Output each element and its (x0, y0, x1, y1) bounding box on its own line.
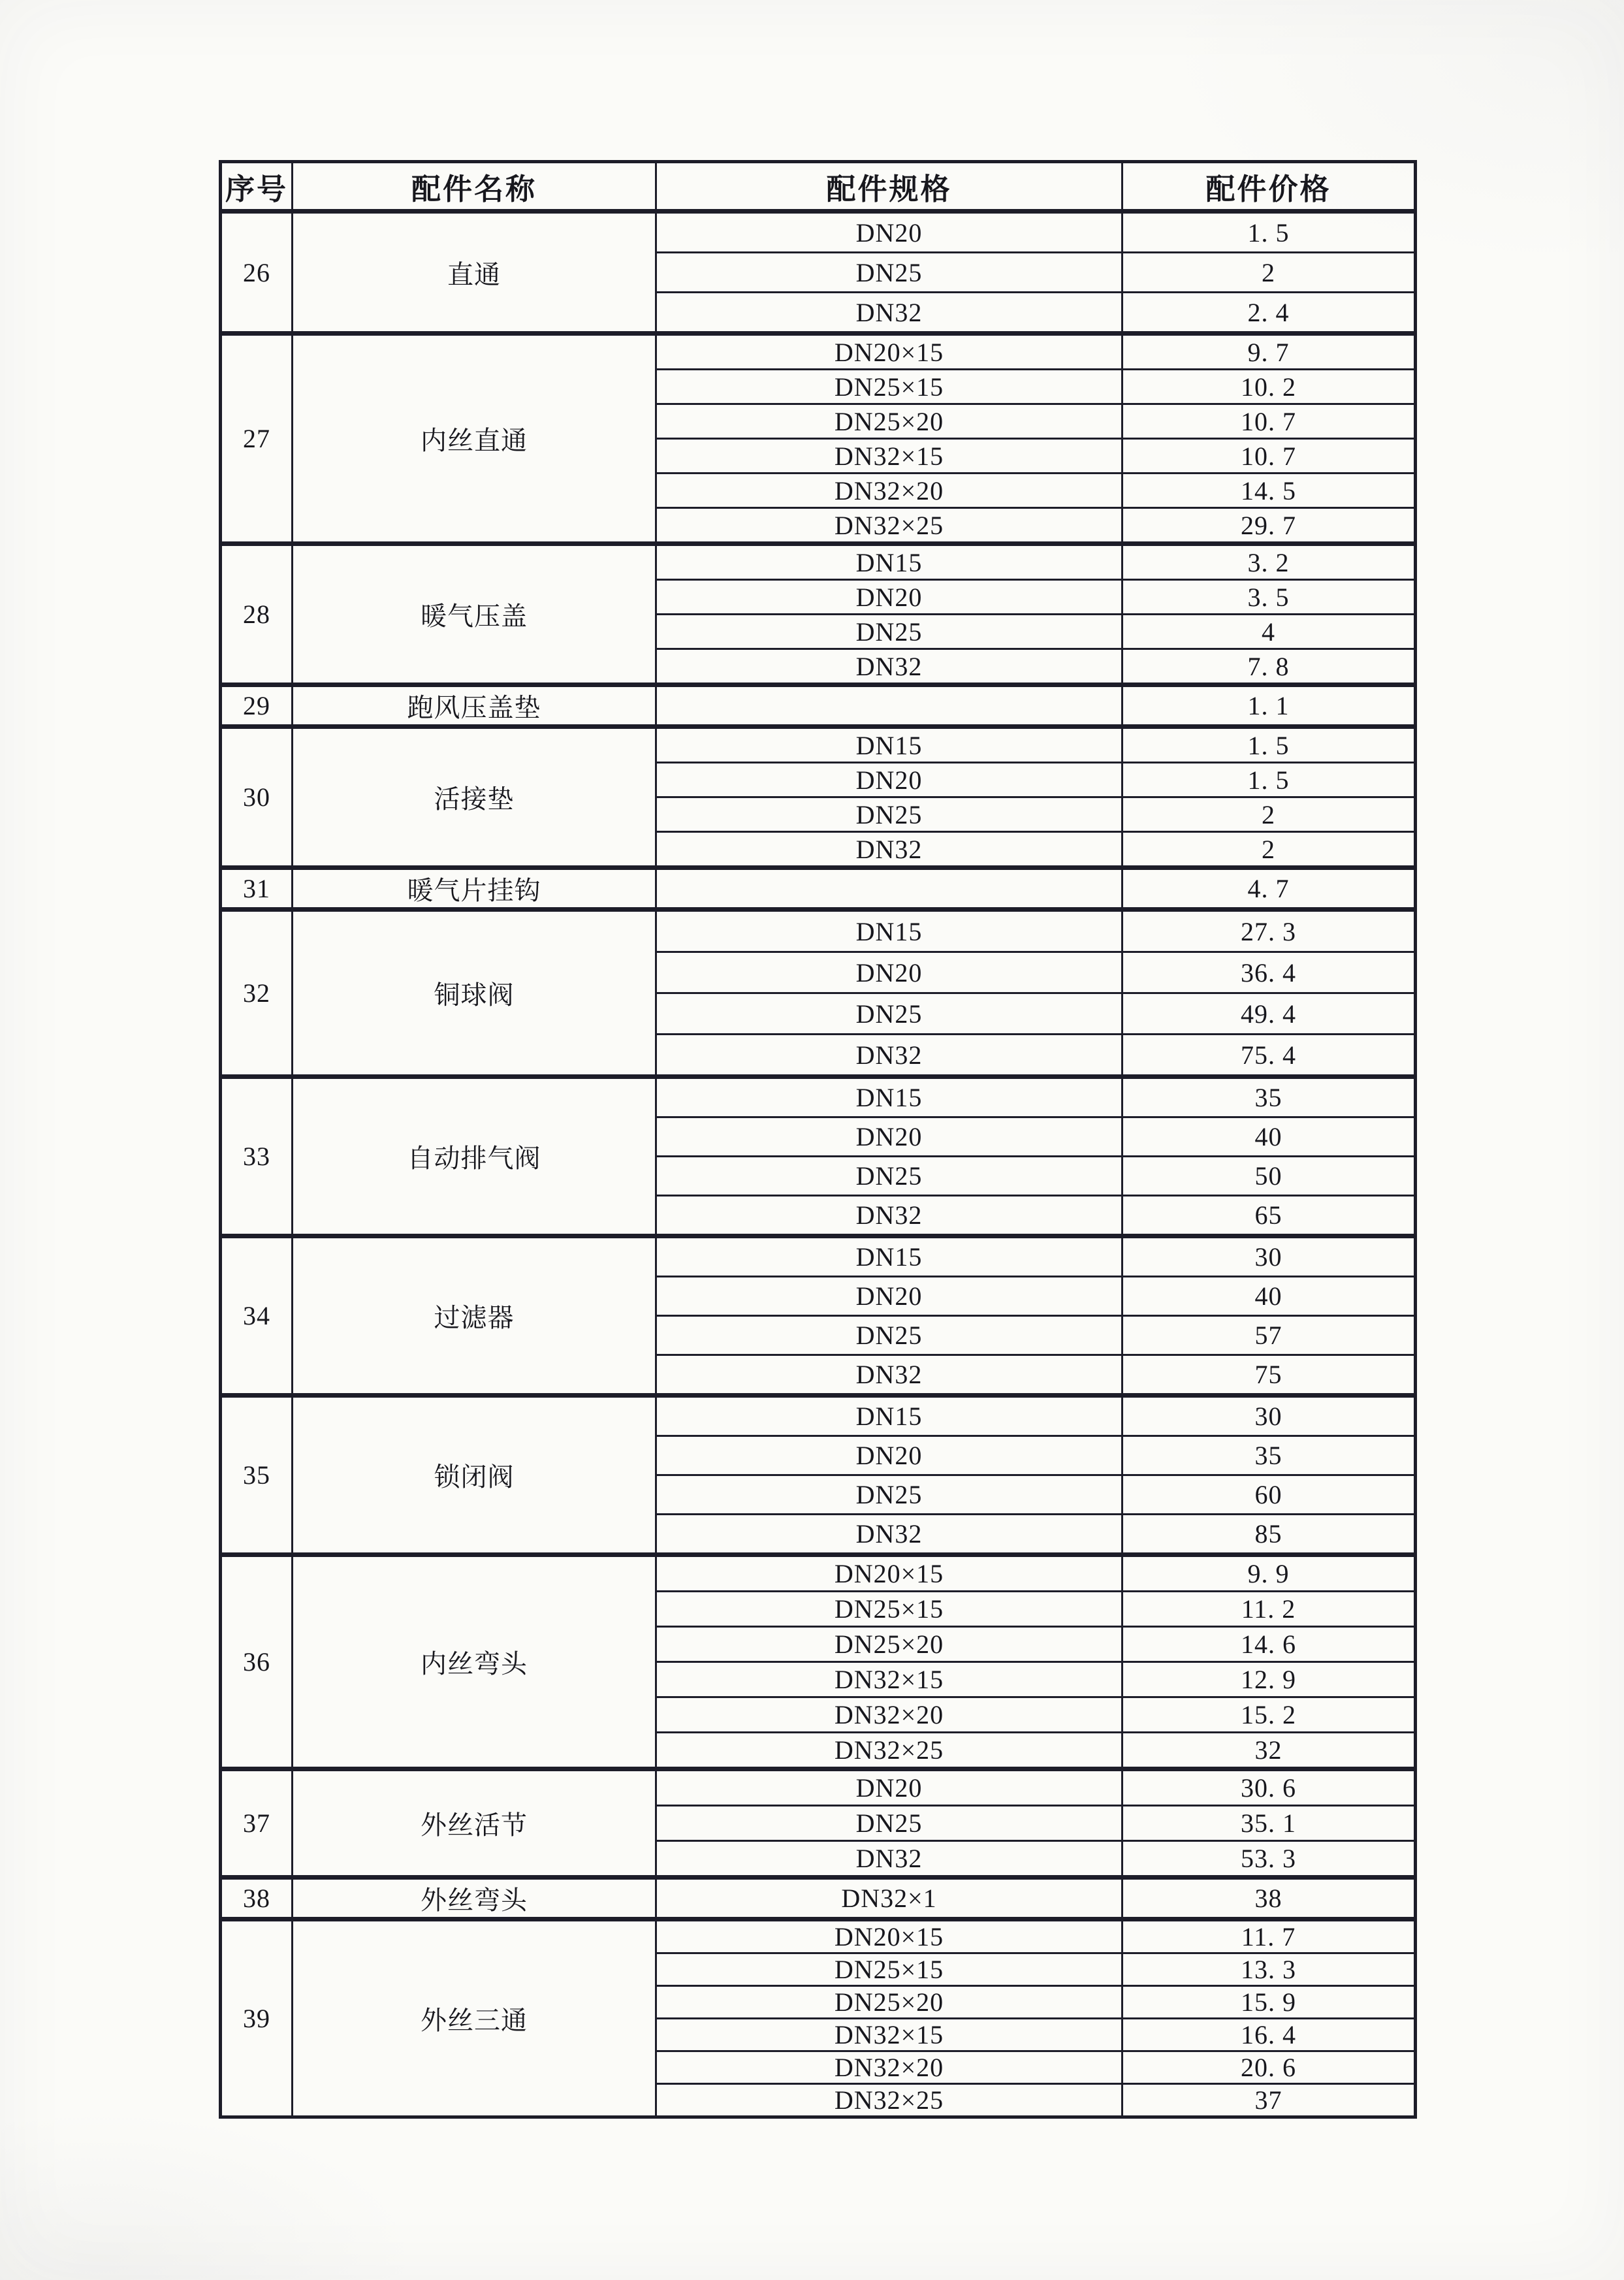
price-cell: 16. 4 (1122, 2019, 1416, 2051)
price-cell: 14. 5 (1122, 474, 1416, 508)
part-name-cell: 外丝弯头 (293, 1878, 656, 1919)
price-cell: 2 (1122, 832, 1416, 868)
serial-cell: 35 (221, 1396, 293, 1555)
table-row (221, 334, 1416, 370)
price-cell: 49. 4 (1122, 993, 1416, 1035)
price-cell: 12. 9 (1122, 1662, 1416, 1697)
spec-cell: DN20 (656, 212, 1122, 253)
part-name-cell: 内丝弯头 (293, 1555, 656, 1769)
price-cell: 9. 9 (1122, 1555, 1416, 1592)
table-row (221, 727, 1416, 763)
part-name-cell: 自动排气阀 (293, 1077, 656, 1236)
table-row (221, 212, 1416, 253)
table-row (221, 544, 1416, 580)
table-row (221, 1555, 1416, 1592)
price-cell: 1. 5 (1122, 727, 1416, 763)
spec-cell: DN32×25 (656, 2084, 1122, 2117)
serial-cell: 39 (221, 1919, 293, 2117)
price-cell: 13. 3 (1122, 1953, 1416, 1986)
spec-cell: DN20 (656, 763, 1122, 797)
table-row (221, 1236, 1416, 1277)
price-cell: 53. 3 (1122, 1841, 1416, 1878)
spec-cell: DN20×15 (656, 1919, 1122, 1953)
spec-cell: DN25 (656, 797, 1122, 832)
spec-cell: DN32×20 (656, 1697, 1122, 1733)
serial-cell: 27 (221, 334, 293, 544)
spec-cell: DN32×15 (656, 1662, 1122, 1697)
spec-cell: DN25×20 (656, 1986, 1122, 2019)
spec-cell: DN32 (656, 1035, 1122, 1077)
serial-cell: 30 (221, 727, 293, 868)
price-cell: 7. 8 (1122, 649, 1416, 685)
spec-cell: DN25 (656, 993, 1122, 1035)
spec-cell: DN15 (656, 544, 1122, 580)
price-cell: 9. 7 (1122, 334, 1416, 370)
spec-cell: DN25×15 (656, 370, 1122, 404)
spec-cell: DN20×15 (656, 334, 1122, 370)
price-cell: 10. 7 (1122, 439, 1416, 474)
price-cell: 3. 2 (1122, 544, 1416, 580)
spec-cell: DN20 (656, 1277, 1122, 1316)
spec-cell: DN20 (656, 580, 1122, 615)
spec-cell (656, 685, 1122, 727)
price-cell: 29. 7 (1122, 508, 1416, 544)
part-name-cell: 外丝三通 (293, 1919, 656, 2117)
header-row (221, 162, 1416, 212)
spec-cell: DN25×20 (656, 404, 1122, 439)
price-cell: 4 (1122, 615, 1416, 649)
price-cell: 11. 2 (1122, 1592, 1416, 1627)
part-name-cell: 跑风压盖垫 (293, 685, 656, 727)
price-cell: 20. 6 (1122, 2051, 1416, 2084)
price-cell: 1. 1 (1122, 685, 1416, 727)
price-cell: 30. 6 (1122, 1769, 1416, 1806)
spec-cell: DN32 (656, 832, 1122, 868)
part-name-cell: 暖气压盖 (293, 544, 656, 685)
price-cell: 15. 9 (1122, 1986, 1416, 2019)
serial-cell: 34 (221, 1236, 293, 1396)
price-cell: 10. 7 (1122, 404, 1416, 439)
table-row (221, 910, 1416, 952)
spec-cell: DN32×1 (656, 1878, 1122, 1919)
serial-cell: 29 (221, 685, 293, 727)
spec-cell: DN32×15 (656, 2019, 1122, 2051)
spec-cell: DN32×25 (656, 1733, 1122, 1769)
spec-cell: DN25 (656, 615, 1122, 649)
serial-cell: 26 (221, 212, 293, 334)
price-cell: 85 (1122, 1515, 1416, 1555)
price-cell: 32 (1122, 1733, 1416, 1769)
price-cell: 36. 4 (1122, 952, 1416, 993)
part-name-cell: 暖气片挂钩 (293, 868, 656, 910)
spec-cell: DN25 (656, 1316, 1122, 1355)
serial-cell: 33 (221, 1077, 293, 1236)
price-cell: 40 (1122, 1277, 1416, 1316)
table-row (221, 1396, 1416, 1436)
table-row (221, 1769, 1416, 1806)
serial-cell: 37 (221, 1769, 293, 1878)
spec-cell: DN20 (656, 952, 1122, 993)
spec-cell: DN25×15 (656, 1592, 1122, 1627)
spec-cell: DN20 (656, 1769, 1122, 1806)
part-name-cell: 内丝直通 (293, 334, 656, 544)
spec-cell (656, 868, 1122, 910)
price-cell: 10. 2 (1122, 370, 1416, 404)
spec-cell: DN20 (656, 1436, 1122, 1475)
price-cell: 37 (1122, 2084, 1416, 2117)
spec-cell: DN32 (656, 1196, 1122, 1236)
column-header-serial: 序号 (221, 162, 293, 212)
spec-cell: DN15 (656, 1077, 1122, 1117)
spec-cell: DN32 (656, 1841, 1122, 1878)
spec-cell: DN32 (656, 293, 1122, 334)
price-cell: 60 (1122, 1475, 1416, 1515)
price-cell: 38 (1122, 1878, 1416, 1919)
spec-cell: DN15 (656, 910, 1122, 952)
spec-cell: DN25 (656, 1157, 1122, 1196)
spec-cell: DN32 (656, 1355, 1122, 1396)
price-cell: 1. 5 (1122, 763, 1416, 797)
price-cell: 27. 3 (1122, 910, 1416, 952)
price-cell: 1. 5 (1122, 212, 1416, 253)
price-cell: 11. 7 (1122, 1919, 1416, 1953)
price-cell: 15. 2 (1122, 1697, 1416, 1733)
serial-cell: 31 (221, 868, 293, 910)
spec-cell: DN32×20 (656, 2051, 1122, 2084)
column-header-price: 配件价格 (1122, 162, 1416, 212)
price-cell: 3. 5 (1122, 580, 1416, 615)
part-name-cell: 活接垫 (293, 727, 656, 868)
price-cell: 40 (1122, 1117, 1416, 1157)
part-name-cell: 直通 (293, 212, 656, 334)
table-row (221, 1919, 1416, 1953)
price-cell: 14. 6 (1122, 1627, 1416, 1662)
price-cell: 4. 7 (1122, 868, 1416, 910)
price-cell: 75 (1122, 1355, 1416, 1396)
table-row (221, 868, 1416, 910)
serial-cell: 36 (221, 1555, 293, 1769)
spec-cell: DN25 (656, 1475, 1122, 1515)
table-row (221, 1878, 1416, 1919)
price-cell: 50 (1122, 1157, 1416, 1196)
price-cell: 75. 4 (1122, 1035, 1416, 1077)
price-cell: 2. 4 (1122, 293, 1416, 334)
table-row (221, 685, 1416, 727)
serial-cell: 32 (221, 910, 293, 1077)
price-cell: 65 (1122, 1196, 1416, 1236)
part-name-cell: 外丝活节 (293, 1769, 656, 1878)
part-name-cell: 锁闭阀 (293, 1396, 656, 1555)
column-header-spec: 配件规格 (656, 162, 1122, 212)
parts-price-table (219, 160, 1417, 2119)
serial-cell: 28 (221, 544, 293, 685)
price-cell: 35 (1122, 1077, 1416, 1117)
price-cell: 35. 1 (1122, 1806, 1416, 1841)
spec-cell: DN20×15 (656, 1555, 1122, 1592)
part-name-cell: 铜球阀 (293, 910, 656, 1077)
spec-cell: DN15 (656, 1236, 1122, 1277)
price-cell: 35 (1122, 1436, 1416, 1475)
price-cell: 30 (1122, 1396, 1416, 1436)
spec-cell: DN15 (656, 1396, 1122, 1436)
price-cell: 2 (1122, 797, 1416, 832)
price-cell: 2 (1122, 253, 1416, 293)
spec-cell: DN32×20 (656, 474, 1122, 508)
spec-cell: DN15 (656, 727, 1122, 763)
table-row (221, 1077, 1416, 1117)
parts-table-body (221, 212, 1416, 2117)
spec-cell: DN20 (656, 1117, 1122, 1157)
spec-cell: DN32×25 (656, 508, 1122, 544)
price-cell: 30 (1122, 1236, 1416, 1277)
spec-cell: DN25 (656, 253, 1122, 293)
spec-cell: DN25×15 (656, 1953, 1122, 1986)
part-name-cell: 过滤器 (293, 1236, 656, 1396)
price-cell: 57 (1122, 1316, 1416, 1355)
serial-cell: 38 (221, 1878, 293, 1919)
spec-cell: DN32×15 (656, 439, 1122, 474)
spec-cell: DN32 (656, 1515, 1122, 1555)
column-header-part-name: 配件名称 (293, 162, 656, 212)
spec-cell: DN25 (656, 1806, 1122, 1841)
spec-cell: DN25×20 (656, 1627, 1122, 1662)
spec-cell: DN32 (656, 649, 1122, 685)
